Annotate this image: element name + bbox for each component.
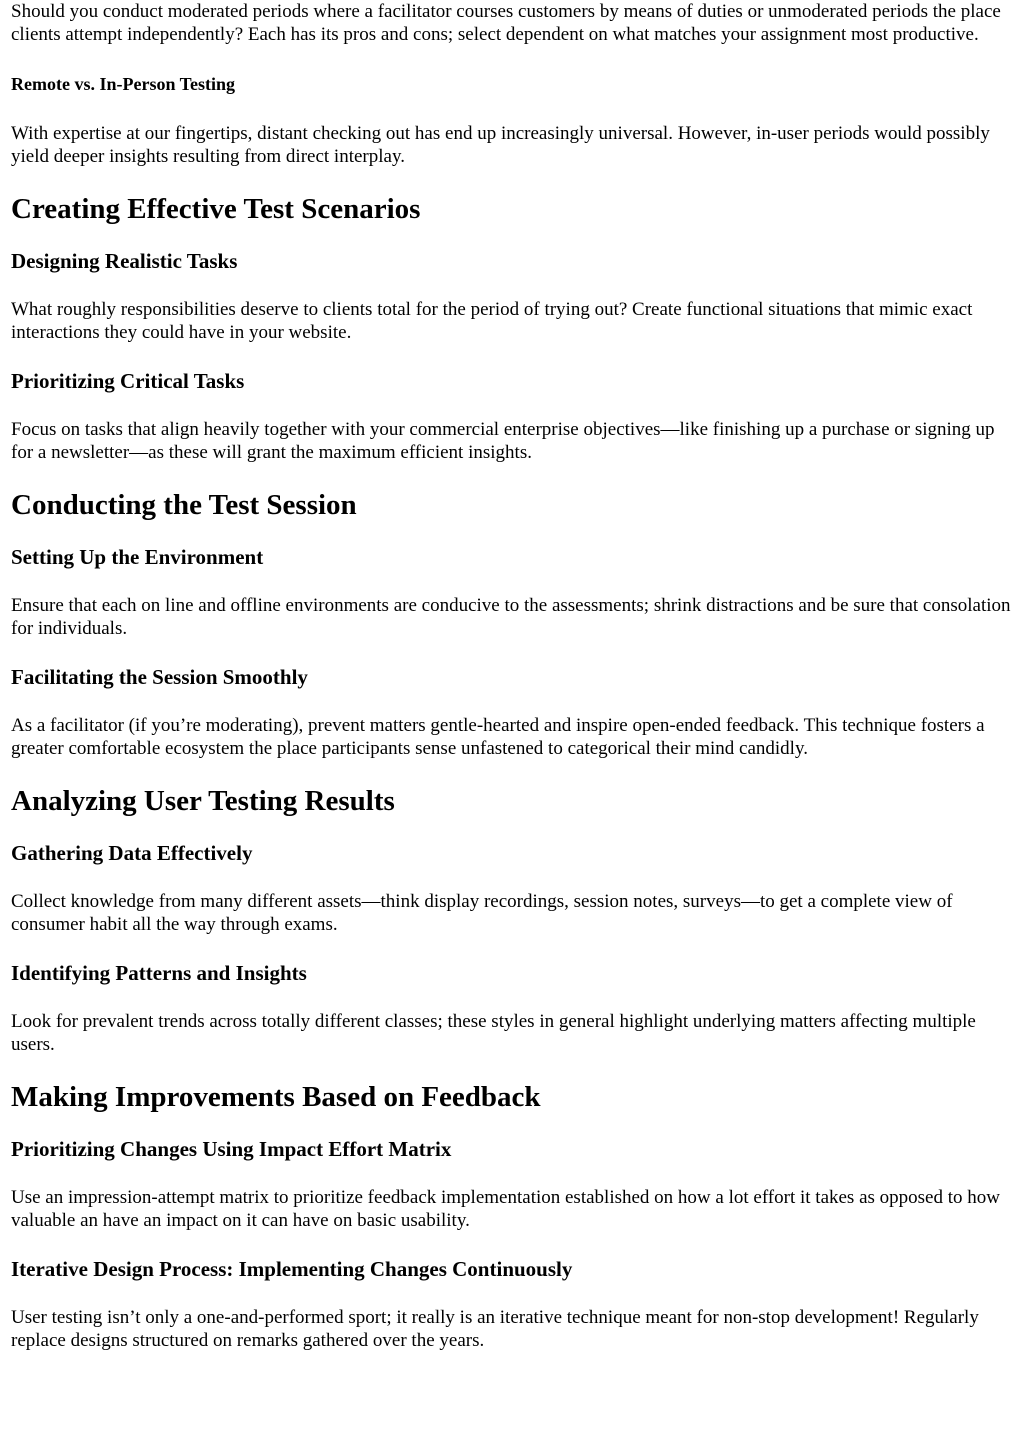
section-heading-improvements: Making Improvements Based on Feedback: [11, 1081, 541, 1113]
section-heading-analyzing-results: Analyzing User Testing Results: [11, 785, 395, 817]
paragraph-facilitating: As a facilitator (if you’re moderating), prevent matters gentle-hearted and inspire open-ended feedback. This technique fosters a greater comfortable ecosystem the place participants sense unfastened to categorical their mind candidly.: [11, 715, 985, 759]
paragraph-patterns: Look for prevalent trends across totally different classes; these styles in general highlight underlying matters affecting multiple users.: [11, 1011, 976, 1055]
subsection-heading-patterns: Identifying Patterns and Insights: [11, 961, 307, 985]
paragraph-gathering-data: Collect knowledge from many different assets—think display recordings, session notes, surveys—to get a complete view of consumer habit all the way through exams.: [11, 891, 953, 935]
subsection-heading-iterative-design: Iterative Design Process: Implementing Changes Continuously: [11, 1257, 573, 1281]
subsection-heading-gathering-data: Gathering Data Effectively: [11, 841, 253, 865]
paragraph-critical-tasks: Focus on tasks that align heavily together with your commercial enterprise objectives—like finishing up a purchase or signing up for a newsletter—as these will grant the maximum efficient insights.: [11, 419, 995, 463]
remote-testing-heading: Remote vs. In-Person Testing: [11, 74, 235, 94]
section-heading-test-session: Conducting the Test Session: [11, 489, 357, 521]
paragraph-iterative-design: User testing isn’t only a one-and-performed sport; it really is an iterative technique meant for non-stop development! Regularly replace designs structured on remarks gathered over the years.: [11, 1307, 979, 1351]
paragraph-environment: Ensure that each on line and offline environments are conducive to the assessments; shrink distractions and be sure that consolation for individuals.: [11, 595, 1011, 639]
subsection-heading-critical-tasks: Prioritizing Critical Tasks: [11, 369, 245, 393]
subsection-heading-impact-effort: Prioritizing Changes Using Impact Effort Matrix: [11, 1137, 452, 1161]
subsection-heading-environment: Setting Up the Environment: [11, 545, 264, 569]
remote-testing-paragraph: With expertise at our fingertips, distant checking out has end up increasingly universal. However, in-user periods would possibly yield deeper insights resulting from direct interplay.: [11, 123, 990, 167]
paragraph-realistic-tasks: What roughly responsibilities deserve to clients total for the period of trying out? Create functional situations that mimic exact interactions they could have in your website.: [11, 299, 973, 343]
intro-paragraph: Should you conduct moderated periods where a facilitator courses customers by means of duties or unmoderated periods the place clients attempt independently? Each has its pros and cons; select dependent on what matches your assignment most productive.: [11, 1, 1001, 45]
subsection-heading-realistic-tasks: Designing Realistic Tasks: [11, 249, 238, 273]
section-heading-test-scenarios: Creating Effective Test Scenarios: [11, 193, 421, 225]
subsection-heading-facilitating: Facilitating the Session Smoothly: [11, 665, 308, 689]
paragraph-impact-effort: Use an impression-attempt matrix to prioritize feedback implementation established on how a lot effort it takes as opposed to how valuable an have an impact on it can have on basic usability.: [11, 1187, 1000, 1231]
